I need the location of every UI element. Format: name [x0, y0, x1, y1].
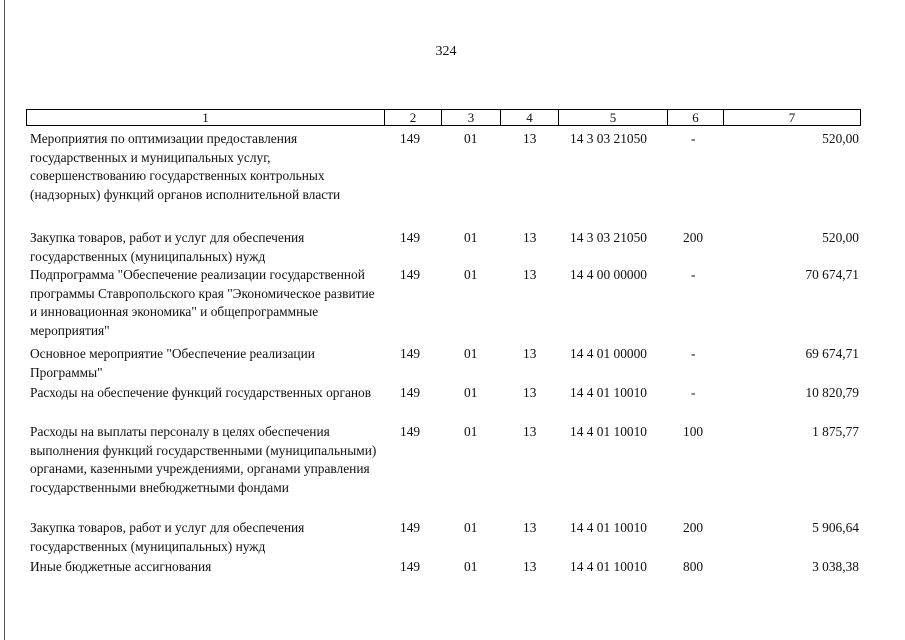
row-sum: 1 875,77: [812, 424, 859, 439]
row-gr: 149: [400, 559, 421, 574]
row-vr: -: [691, 385, 696, 400]
row-vr: -: [691, 131, 696, 146]
row-gr: 149: [400, 346, 421, 361]
row-name: Закупка товаров, работ и услуг для обеспечения государственных (муниципальных) нужд: [30, 520, 305, 554]
row-pr: 13: [523, 131, 537, 146]
row-rz: 01: [464, 131, 478, 146]
row-name: Расходы на выплаты персоналу в целях обеспечения выполнения функций государственными (муниципальными) органами, казенными учреждениями, органами управления государственными внебюджетными фондами: [30, 424, 377, 495]
page-number: 324: [435, 44, 457, 59]
row-csr: 14 3 03 21050: [570, 131, 647, 146]
row-vr: 200: [683, 520, 704, 535]
row-csr: 14 4 01 10010: [570, 520, 647, 535]
row-pr: 13: [523, 424, 537, 439]
row-sum: 70 674,71: [805, 267, 859, 282]
row-sum: 69 674,71: [805, 346, 859, 361]
row-sum: 520,00: [822, 131, 859, 146]
header-col-3: 3: [441, 109, 500, 126]
row-sum: 3 038,38: [812, 559, 859, 574]
row-name: Подпрограмма "Обеспечение реализации государственной программы Ставропольского края "Экономическое развитие и инновационная экономика" и общепрограммные мероприятия": [30, 267, 375, 338]
header-col-2: 2: [384, 109, 441, 126]
row-name: Иные бюджетные ассигнования: [30, 559, 212, 574]
row-gr: 149: [400, 131, 421, 146]
row-gr: 149: [400, 520, 421, 535]
row-pr: 13: [523, 559, 537, 574]
row-rz: 01: [464, 385, 478, 400]
row-vr: -: [691, 267, 696, 282]
row-gr: 149: [400, 230, 421, 245]
row-vr: 100: [683, 424, 704, 439]
row-pr: 13: [523, 385, 537, 400]
row-vr: 200: [683, 230, 704, 245]
row-name: Закупка товаров, работ и услуг для обеспечения государственных (муниципальных) нужд: [30, 230, 305, 264]
row-pr: 13: [523, 230, 537, 245]
row-csr: 14 4 00 00000: [570, 267, 647, 282]
row-gr: 149: [400, 385, 421, 400]
header-col-6: 6: [667, 109, 723, 126]
row-csr: 14 4 01 10010: [570, 559, 647, 574]
row-vr: 800: [683, 559, 704, 574]
row-sum: 5 906,64: [812, 520, 859, 535]
row-rz: 01: [464, 520, 478, 535]
row-gr: 149: [400, 424, 421, 439]
row-rz: 01: [464, 346, 478, 361]
header-col-4: 4: [500, 109, 558, 126]
header-col-5: 5: [558, 109, 667, 126]
row-sum: 520,00: [822, 230, 859, 245]
row-csr: 14 3 03 21050: [570, 230, 647, 245]
row-name: Основное мероприятие "Обеспечение реализации Программы": [30, 346, 315, 380]
row-name: Мероприятия по оптимизации предоставления государственных и муниципальных услуг, совершенствованию государственных контрольных (надзорных) функций органов исполнительной власти: [30, 131, 341, 202]
row-name: Расходы на обеспечение функций государственных органов: [30, 385, 372, 400]
row-rz: 01: [464, 267, 478, 282]
row-rz: 01: [464, 559, 478, 574]
row-csr: 14 4 01 10010: [570, 385, 647, 400]
row-pr: 13: [523, 267, 537, 282]
row-sum: 10 820,79: [805, 385, 859, 400]
row-vr: -: [691, 346, 696, 361]
header-col-1: 1: [26, 109, 384, 126]
page-left-edge: [4, 0, 5, 640]
row-pr: 13: [523, 346, 537, 361]
row-gr: 149: [400, 267, 421, 282]
row-pr: 13: [523, 520, 537, 535]
row-rz: 01: [464, 230, 478, 245]
row-csr: 14 4 01 00000: [570, 346, 647, 361]
row-csr: 14 4 01 10010: [570, 424, 647, 439]
header-col-7: 7: [723, 109, 861, 126]
row-rz: 01: [464, 424, 478, 439]
